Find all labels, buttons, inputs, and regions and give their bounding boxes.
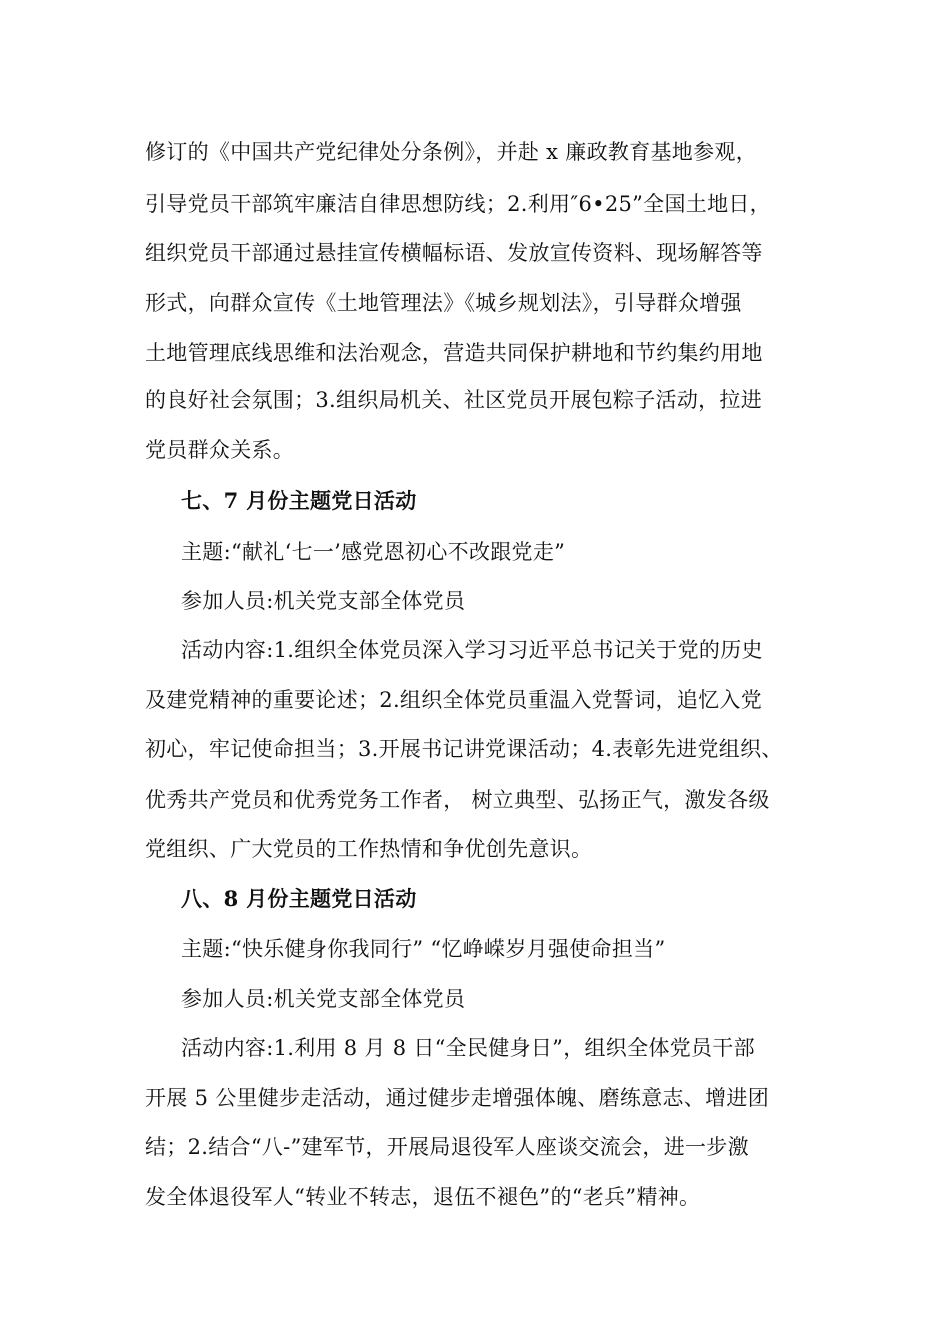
- july-content-line: 优秀共产党员和优秀党务工作者， 树立典型、弘扬正气，激发各级: [145, 788, 770, 812]
- body-text-line: 组织党员干部通过悬挂宣传横幅标语、发放宣传资料、现场解答等: [145, 241, 763, 265]
- section-heading-july: 七、7 月份主题党日活动: [181, 488, 417, 513]
- august-content-line: 活动内容:1.利用 8 月 8 日“全民健身日”，组织全体党员干部: [181, 1036, 755, 1060]
- july-content-line: 党组织、广大党员的工作热情和争优创先意识。: [145, 837, 593, 861]
- august-content-line: 发全体退役军人“转业不转志，退伍不褪色”的“老兵”精神。: [145, 1185, 701, 1209]
- body-text-line: 修订的《中国共产党纪律处分条例》，并赴 x 廉政教育基地参观，: [145, 140, 757, 164]
- july-theme: 主题:“献礼‘七一’感党恩初心不改跟党走”: [181, 540, 566, 564]
- july-content-line: 活动内容:1.组织全体党员深入学习习近平总书记关于党的历史: [181, 638, 763, 662]
- august-content-line: 开展 5 公里健步走活动，通过健步走增强体魄、磨练意志、增进团: [145, 1086, 770, 1110]
- body-text-line: 的良好社会氛围；3.组织局机关、社区党员开展包粽子活动，拉进: [145, 388, 763, 412]
- august-theme: 主题:“快乐健身你我同行” “忆峥嵘岁月强使命担当”: [181, 937, 666, 961]
- july-content-line: 及建党精神的重要论述；2.组织全体党员重温入党誓词，追忆入党: [145, 688, 763, 712]
- july-participants: 参加人员:机关党支部全体党员: [181, 589, 466, 613]
- section-heading-august: 八、8 月份主题党日活动: [181, 886, 417, 911]
- body-text-line: 形式，向群众宣传《土地管理法》《城乡规划法》，引导群众增强: [145, 291, 742, 315]
- august-participants: 参加人员:机关党支部全体党员: [181, 987, 466, 1011]
- july-content-line: 初心，牢记使命担当；3.开展书记讲党课活动；4.表彰先进党组织、: [145, 737, 783, 761]
- body-text-line: 引导党员干部筑牢廉洁自律思想防线；2.利用″6•25”全国土地日，: [145, 192, 771, 216]
- body-text-line: 土地管理底线思维和法治观念，营造共同保护耕地和节约集约用地: [145, 341, 763, 365]
- august-content-line: 结；2.结合“八-”建军节，开展局退役军人座谈交流会，进一步激: [145, 1135, 749, 1159]
- body-text-line: 党员群众关系。: [145, 438, 295, 462]
